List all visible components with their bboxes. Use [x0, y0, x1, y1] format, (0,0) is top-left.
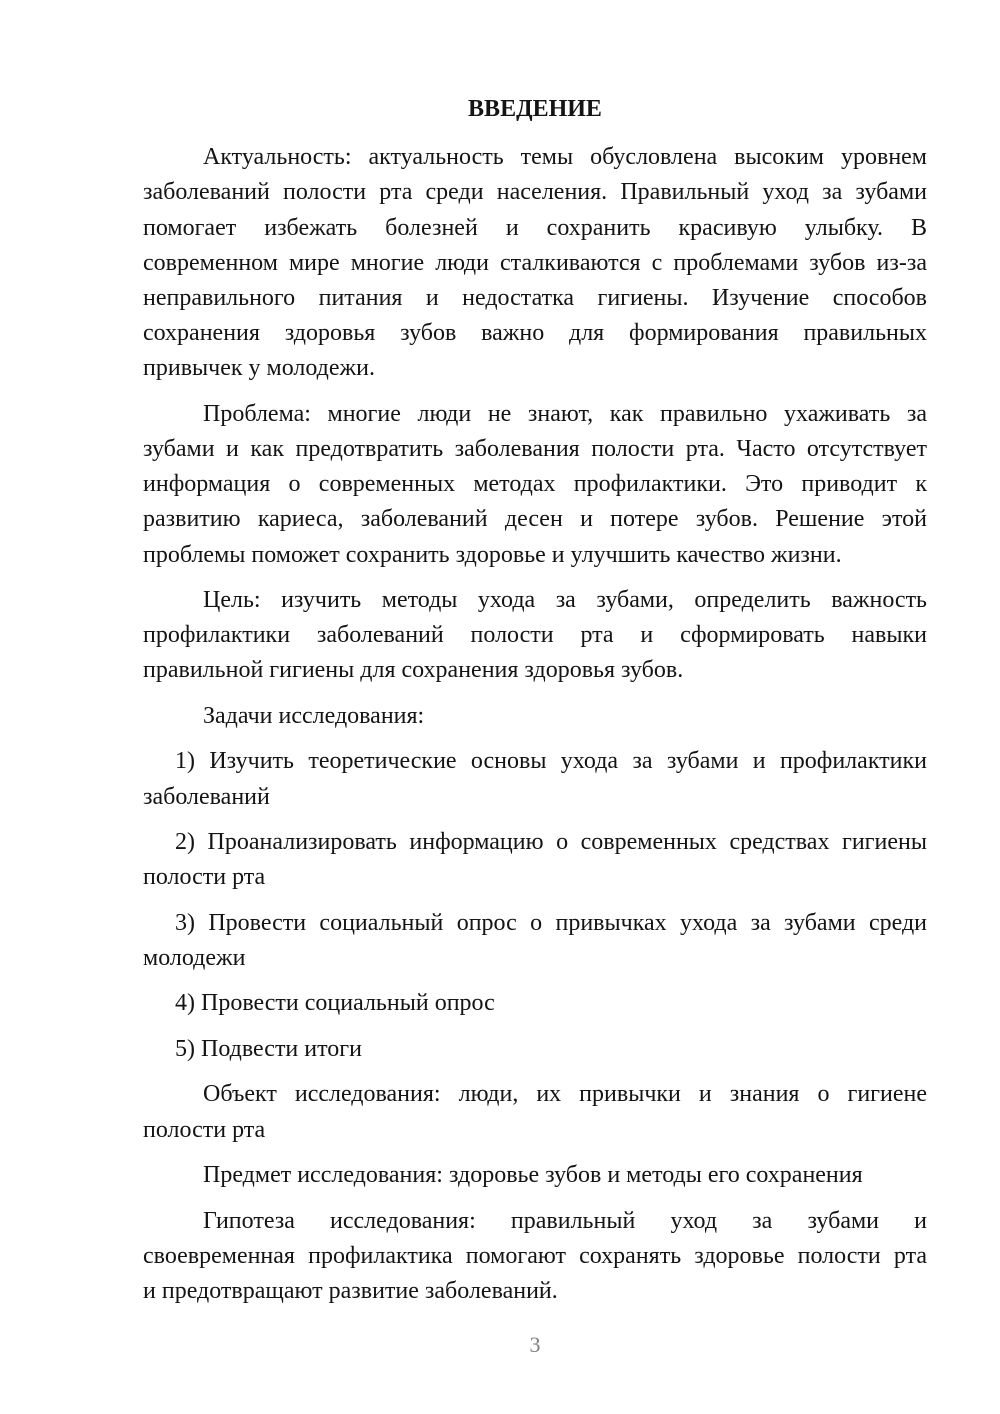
text-line: молодежи	[143, 944, 246, 971]
page-title: ВВЕДЕНИЕ	[468, 96, 602, 122]
text-line: и предотвращают развитие заболеваний.	[143, 1277, 558, 1304]
paragraph-relevance	[143, 140, 927, 386]
tasks-heading	[143, 699, 927, 734]
paragraph-hypothesis	[143, 1204, 927, 1310]
text-line: Задачи исследования:	[203, 702, 425, 729]
text-line: 1) Изучить теоретические основы ухода за зубами и профилактики	[175, 748, 927, 775]
text-line: Актуальность: актуальность темы обусловлена высоким уровнем	[203, 144, 927, 171]
paragraph-object	[143, 1077, 927, 1147]
task-item-2	[143, 825, 927, 895]
text-line: неправильного питания и недостатка гигиены. Изучение способов	[143, 284, 927, 311]
text-line: Предмет исследования: здоровье зубов и методы его сохранения	[203, 1162, 863, 1189]
text-line: полости рта	[143, 1116, 266, 1143]
text-line: 3) Провести социальный опрос о привычках ухода за зубами среди	[175, 909, 927, 936]
text-line: 2) Проанализировать информацию о современных средствах гигиены	[175, 829, 927, 856]
paragraph-problem	[143, 397, 927, 573]
text-line: Гипотеза исследования: правильный уход за зубами и	[203, 1207, 927, 1234]
text-line: современном мире многие люди сталкиваются с проблемами зубов из-за	[143, 249, 927, 276]
text-line: Цель: изучить методы ухода за зубами, определить важность	[203, 587, 927, 614]
text-line: помогает избежать болезней и сохранить красивую улыбку. В	[143, 214, 927, 241]
text-line: 5) Подвести итоги	[175, 1035, 362, 1062]
paragraph-goal	[143, 583, 927, 689]
text-line: своевременная профилактика помогают сохранять здоровье полости рта	[143, 1242, 927, 1269]
text-line: 4) Провести социальный опрос	[175, 990, 495, 1017]
text-line: правильной гигиены для сохранения здоровья зубов.	[143, 657, 684, 684]
text-line: Проблема: многие люди не знают, как правильно ухаживать за	[203, 400, 927, 427]
text-line: зубами и как предотвратить заболевания полости рта. Часто отсутствует	[143, 435, 927, 462]
paragraph-subject	[143, 1158, 927, 1193]
text-line: заболеваний	[143, 783, 270, 810]
text-line: профилактики заболеваний полости рта и сформировать навыки	[143, 622, 927, 649]
task-item-1	[143, 744, 927, 814]
text-column	[143, 92, 927, 1319]
task-item-4	[143, 986, 927, 1021]
text-line: проблемы поможет сохранить здоровье и улучшить качество жизни.	[143, 541, 842, 568]
text-line: информация о современных методах профилактики. Это приводит к	[143, 471, 927, 498]
text-line: развитию кариеса, заболеваний десен и потере зубов. Решение этой	[143, 506, 927, 533]
text-line: заболеваний полости рта среди населения. Правильный уход за зубами	[143, 179, 927, 206]
task-item-5	[143, 1032, 927, 1067]
page-number: 3	[529, 1332, 541, 1357]
text-line: сохранения здоровья зубов важно для формирования правильных	[143, 320, 927, 347]
text-line: привычек у молодежи.	[143, 355, 375, 382]
text-line: Объект исследования: люди, их привычки и знания о гигиене	[203, 1081, 927, 1108]
text-line: полости рта	[143, 864, 266, 891]
task-item-3	[143, 906, 927, 976]
